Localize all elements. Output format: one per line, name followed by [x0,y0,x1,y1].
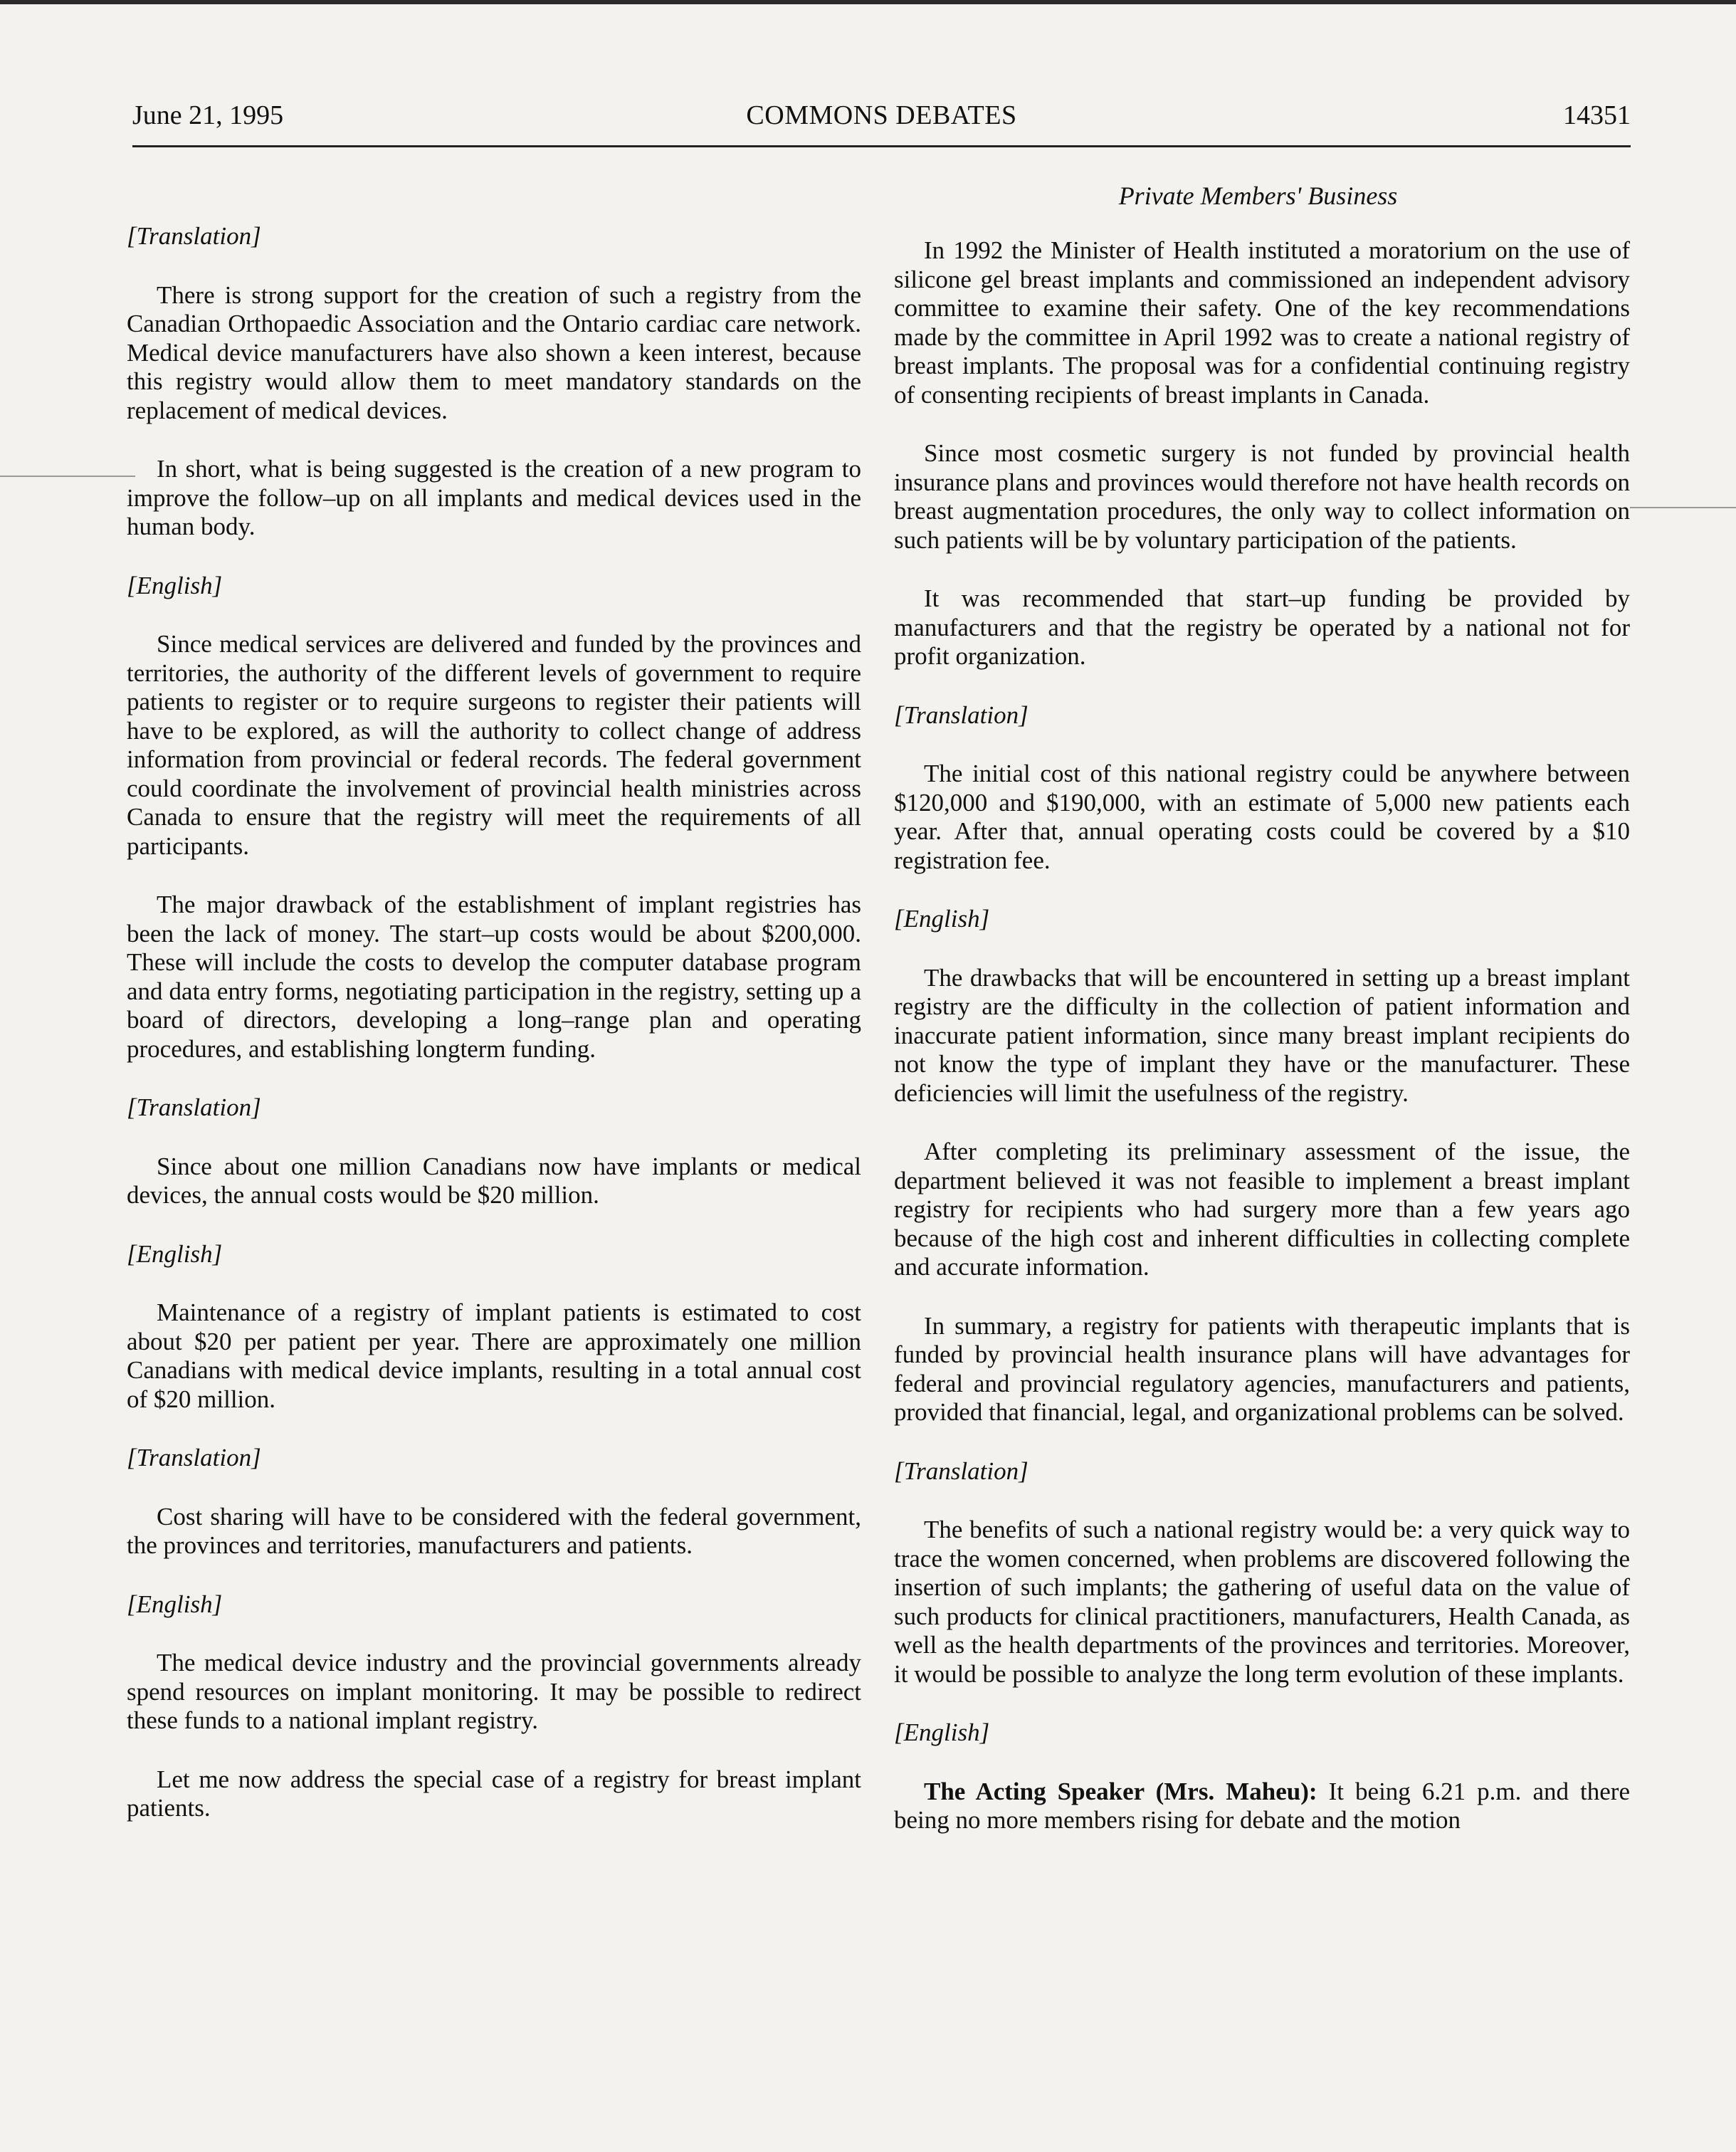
paragraph: The initial cost of this national registry could be anywhere between $120,000 and $190,000, with an estimate of 5,000 new patients each year. After that, annual operating costs could be covered by a $10 registration fee. [894,760,1630,874]
language-tag-text: [Translation] [894,1456,1029,1485]
paragraph: The benefits of such a national registry would be: a very quick way to trace the women concerned, when problems are discovered following the insertion of such implants; the gathering of useful data on the value of such products for clinical practitioners, manufacturers, Health Canada, as well as the health departments of the provinces and territories. Moreover, it would be possible to analyze the long term evolution of these implants. [894,1516,1630,1688]
language-tag-text: [English] [127,571,223,599]
paragraph: It was recommended that start–up funding be provided by manufacturers and that the registry be operated by a national not for profit organization. [894,584,1630,670]
paragraph: There is strong support for the creation of such a registry from the Canadian Orthopaedic Association and the Ontario cardiac care network. Medical device manufacturers have also shown a keen interest, because this registry would allow them to meet mandatory standards on the replacement of medical devices. [127,280,861,424]
scan-mark [0,476,135,477]
language-tag-text: [English] [894,905,990,933]
paragraph: In summary, a registry for patients with therapeutic implants that is funded by provincial health insurance plans will have advantages for federal and provincial regulatory agencies, manufacturers and patients, provided that financial, legal, and organizational problems can be solved. [894,1311,1630,1426]
language-tag-text: [English] [894,1718,990,1746]
paragraph: Since about one million Canadians now have implants or medical devices, the annual costs would be $20 million. [127,1152,861,1209]
language-tag-text: [Translation] [127,222,261,250]
header-rule [132,145,1631,147]
language-tag [894,905,1630,934]
paragraph: In short, what is being suggested is the creation of a new program to improve the follow–up on all implants and medical devices used in the human body. [127,455,861,540]
language-tag [894,1457,1630,1486]
paragraph: Maintenance of a registry of implant patients is estimated to cost about $20 per patient per year. There are approximately one million Canadians with medical device implants, resulting in a total annual cost of $20 million. [127,1298,861,1413]
language-tag [127,1240,861,1269]
language-tag [127,572,861,601]
paragraph: Since medical services are delivered and funded by the provinces and territories, the authority of the different levels of government to require patients to register or to require surgeons to register their patients will have to be explored, as will the authority to collect change of address information from provincial or federal records. The federal government could coordinate the involvement of provincial health ministries across Canada to ensure that the registry will meet the requirements of all participants. [127,630,861,860]
language-tag [127,1590,861,1620]
scan-edge [0,0,1736,4]
language-tag-text: [English] [127,1239,223,1268]
language-tag [127,222,861,251]
section-label: Private Members' Business [1118,182,1398,210]
speaker-paragraph [894,1778,1630,1835]
paragraph: The drawbacks that will be encountered in setting up a breast implant registry are the difficulty in the collection of patient information and inaccurate patient information, since many breast implant recipients do not know the type of implant they have or the manufacturer. These deficiencies will limit the usefulness of the registry. [894,963,1630,1107]
right-column [894,236,1630,1865]
publication-title: COMMONS DEBATES [746,100,1017,130]
language-tag-text: [English] [127,1590,223,1618]
language-tag [127,1444,861,1473]
speaker-name: The Acting Speaker (Mrs. Maheu): [924,1777,1317,1805]
paragraph: Cost sharing will have to be considered with the federal government, the provinces and territories, manufacturers and patients. [127,1502,861,1559]
speaker-text: It being 6.21 p.m. and there being no more members rising for debate and the motion [894,1777,1630,1834]
paragraph: The medical device industry and the provincial governments already spend resources on implant monitoring. It may be possible to redirect these funds to a national implant registry. [127,1649,861,1734]
left-column [127,222,861,1853]
header-date: June 21, 1995 [132,100,284,130]
page-header [132,100,1631,142]
paragraph: After completing its preliminary assessment of the issue, the department believed it was not feasible to implement a breast implant registry for recipients who had surgery more than a few years ago because of the high cost and inherent difficulties in collecting complete and accurate information. [894,1138,1630,1281]
language-tag [894,1718,1630,1748]
paragraph: Since most cosmetic surgery is not funded by provincial health insurance plans and provinces would therefore not have health records on breast augmentation procedures, the only way to collect information on such patients will be by voluntary participation of the patients. [894,439,1630,554]
scan-mark [1630,507,1736,508]
paragraph: The major drawback of the establishment of implant registries has been the lack of money. The start–up costs would be about $200,000. These will include the costs to develop the computer database program and data entry forms, negotiating participation in the registry, setting up a board of directors, developing a long–range plan and operating procedures, and establishing longterm funding. [127,891,861,1063]
language-tag [127,1093,861,1123]
page-number: 14351 [1563,100,1631,130]
language-tag-text: [Translation] [127,1093,261,1121]
paragraph: Let me now address the special case of a registry for breast implant patients. [127,1765,861,1822]
language-tag-text: [Translation] [127,1444,261,1471]
paragraph: In 1992 the Minister of Health instituted a moratorium on the use of silicone gel breast implants and commissioned an independent advisory committee to examine their safety. One of the key recommendations made by the committee in April 1992 was to create a national registry of breast implants. The proposal was for a confidential continuing registry of consenting recipients of breast implants in Canada. [894,236,1630,409]
language-tag [894,701,1630,730]
language-tag-text: [Translation] [894,700,1029,729]
